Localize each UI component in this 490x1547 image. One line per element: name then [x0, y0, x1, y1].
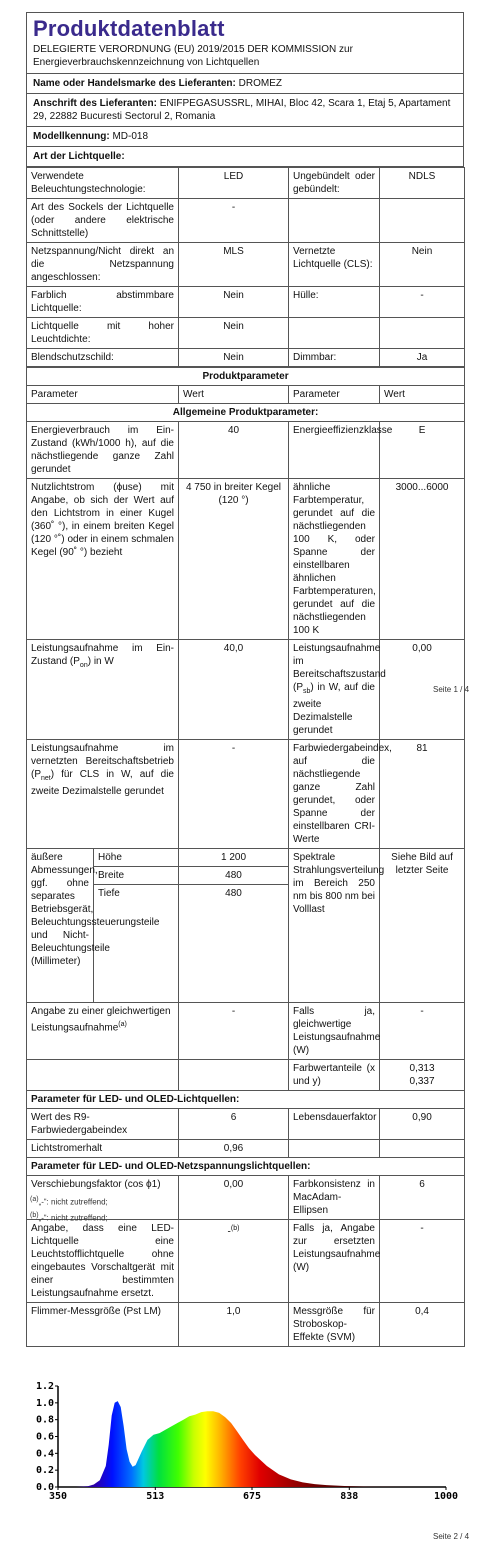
light-source-row [27, 287, 465, 318]
footnote-b: $^{(b)}$„-“: nicht zutreffend; [30, 1212, 108, 1223]
flux-row [27, 479, 465, 640]
light-source-row [27, 318, 465, 349]
general-heading: Allgemeine Produktparameter: [27, 404, 465, 422]
macadam-value: 6 [380, 1176, 465, 1220]
psb-label: Leistungsaufnahme im Bereitschaftszustand $(P_{sb})$ in W, auf die zweite Dezimalstelle gerundet [289, 640, 380, 740]
r9-value: 6 [179, 1109, 289, 1140]
x-tick-label: 1000 [433, 1491, 459, 1502]
light-source-label: Verwendete Beleuchtungstechnologie: [27, 168, 179, 199]
light-source-value: LED [179, 168, 289, 199]
product-data-sheet [26, 12, 464, 1347]
maint-label: Lichtstromerhalt [27, 1140, 179, 1158]
light-source-label: Lichtquelle mit hoher Leuchtdichte: [27, 318, 179, 349]
light-source-table [26, 167, 465, 367]
col-value-2: Wert [380, 386, 465, 404]
r9-label: Wert des R9-Farbwiedergabeindex [27, 1109, 179, 1140]
y-tick-label: 1.0 [35, 1397, 54, 1409]
light-source-value-2: Nein [380, 243, 465, 287]
replace-label: Angabe, dass eine LED-Lichtquelle eine Leuchtstofflichtquelle ohne eingebautes Vorschaltgerät mit einer bestimmten Leistungsaufnahme ersetzt. [27, 1220, 179, 1303]
supplier-address-label: Anschrift des Lieferanten: [33, 98, 157, 109]
flicker-value: 1,0 [179, 1303, 289, 1347]
sheet-header [26, 12, 464, 167]
height-label: Höhe [94, 849, 179, 867]
supplier-address-row [27, 94, 463, 127]
maint-row [27, 1140, 465, 1158]
equiv-value: - [179, 1003, 289, 1060]
model-value: MD-018 [112, 131, 149, 142]
light-source-value: Nein [179, 349, 289, 367]
y-tick-label: 0.6 [35, 1431, 54, 1443]
param-header-row [27, 386, 465, 404]
light-source-value-2: - [380, 287, 465, 318]
power-row [27, 640, 465, 740]
width-value: 480 [179, 867, 289, 885]
equiv-label: Angabe zu einer gleichwertigen Leistungsaufnahme$^{(a)}$ [27, 1003, 179, 1060]
spectrum-y-ticks [36, 1381, 58, 1493]
pon-label: Leistungsaufnahme im Ein-Zustand $(P_{on})$ in W [27, 640, 179, 740]
supplier-name-row [27, 74, 463, 94]
width-label: Breite [94, 867, 179, 885]
light-source-row [27, 349, 465, 367]
y-tick-label: 1.2 [35, 1381, 54, 1392]
replace-row [27, 1220, 465, 1303]
flicker-row [27, 1303, 465, 1347]
depth-label: Tiefe [94, 885, 179, 1003]
energy-value: 40 [179, 422, 289, 479]
efficiency-value: E [380, 422, 465, 479]
light-source-row [27, 168, 465, 199]
dims-label: äußere Abmessungen, ggf. ohne separates Betriebsgerät, Beleuchtungssteuerungsteile und Nicht-Beleuchtungsteile (Millimeter) [27, 849, 94, 1003]
light-source-label: Blendschutzschild: [27, 349, 179, 367]
replacew-value: - [380, 1220, 465, 1303]
light-source-value: MLS [179, 243, 289, 287]
light-source-label-2 [289, 199, 380, 243]
regulation-text: DELEGIERTE VERORDNUNG (EU) 2019/2015 DER KOMMISSION zur Energieverbrauchskennzeichnung von Lichtquellen [33, 44, 353, 68]
light-source-value-2 [380, 318, 465, 349]
flux-value: 4 750 in breiter Kegel (120 °) [179, 479, 289, 640]
light-source-label: Netzspannung/Nicht direkt an die Netzspannung angeschlossen: [27, 243, 179, 287]
macadam-label: Farbkonsistenz in MacAdam-Ellipsen [289, 1176, 380, 1220]
mains-heading: Parameter für LED- und OLED-Netzspannungslichtquellen: [27, 1158, 465, 1176]
light-source-value-2 [380, 199, 465, 243]
light-source-value: Nein [179, 287, 289, 318]
cri-label: Farbwiedergabeindex, auf die nächstliegende ganze Zahl gerundet, oder Spanne der einstellbaren CRI-Werte [289, 740, 380, 849]
model-label: Modellkennung: [33, 131, 110, 142]
supplier-name-label: Name oder Handelsmarke des Lieferanten: [33, 78, 236, 89]
pf-label: Verschiebungsfaktor (cos ϕ1) [27, 1176, 179, 1220]
depth-value: 480 [179, 885, 289, 1003]
spectrum-chart [26, 1380, 471, 1510]
replacew-label: Falls ja, Angabe zur ersetzten Leistungsaufnahme (W) [289, 1220, 380, 1303]
y-tick-label: 0.4 [35, 1448, 54, 1460]
page-number-2: Seite 2 / 4 [433, 1532, 470, 1541]
light-source-label-2: Vernetzte Lichtquelle (CLS): [289, 243, 380, 287]
svm-value: 0,4 [380, 1303, 465, 1347]
light-source-label-2: Dimmbar: [289, 349, 380, 367]
chroma-row [27, 1060, 465, 1091]
spd-label: Spektrale Strahlungsverteilung im Bereich 250 nm bis 800 nm bei Volllast [289, 849, 380, 1003]
y-tick-label: 0.2 [35, 1465, 54, 1477]
led-heading-row [27, 1091, 465, 1109]
efficiency-label: Energieeffizienzklasse [289, 422, 380, 479]
replace-value: -$^{(b)}$ [179, 1220, 289, 1303]
supplier-address-value: ENIFPEGASUSSRL, MIHAI, Bloc 42, Scara 1, Etaj 5, Apartament 29, 22882 Bucuresti Sectorul 2, Romania [33, 98, 451, 122]
product-params-heading-row [27, 368, 465, 386]
light-source-value-2: NDLS [380, 168, 465, 199]
psb-value: 0,00 [380, 640, 465, 740]
mains-heading-row [27, 1158, 465, 1176]
col-param-1: Parameter [27, 386, 179, 404]
sheet-title-block [27, 13, 463, 74]
light-source-value-2: Ja [380, 349, 465, 367]
light-source-value: Nein [179, 318, 289, 349]
pnet-label: Leistungsaufnahme im vernetzten Bereitschaftsbetrieb $(P_{net})$ für CLS in W, auf die zweite Dezimalstelle gerundet [27, 740, 179, 849]
equiv-row [27, 1003, 465, 1060]
x-tick-label: 675 [242, 1491, 262, 1502]
led-heading: Parameter für LED- und OLED-Lichtquellen: [27, 1091, 465, 1109]
energy-row [27, 422, 465, 479]
equivw-label: Falls ja, gleichwertige Leistungsaufnahme (W) [289, 1003, 380, 1060]
chroma-values [380, 1060, 465, 1091]
light-source-label: Farblich abstimmbare Lichtquelle: [27, 287, 179, 318]
footnote-a: $^{(a)}$„-“: nicht zutreffend; [30, 1196, 108, 1207]
cct-value: 3000...6000 [380, 479, 465, 640]
pf-value: 0,00 [179, 1176, 289, 1220]
life-label: Lebensdauerfaktor [289, 1109, 380, 1140]
equivw-value: - [380, 1003, 465, 1060]
chroma-x: 0,313 [409, 1063, 435, 1074]
light-source-label-2 [289, 318, 380, 349]
maint-value: 0,96 [179, 1140, 289, 1158]
product-params-heading: Produktparameter [27, 368, 465, 386]
x-tick-label: 838 [340, 1491, 359, 1502]
cct-label: ähnliche Farbtemperatur, gerundet auf die nächstliegenden 100 K, oder Spanne der einstellbaren ähnlichen Farbtemperaturen, gerundet auf die nächstliegenden 100 K [289, 479, 380, 640]
flicker-label: Flimmer-Messgröße (Pst LM) [27, 1303, 179, 1347]
dims-row-height [27, 849, 465, 867]
model-row [27, 127, 463, 147]
y-tick-label: 0.8 [35, 1414, 54, 1426]
light-source-heading: Art der Lichtquelle: [27, 147, 463, 167]
svm-label: Messgröße für Stroboskop-Effekte (SVM) [289, 1303, 380, 1347]
page-title: Produktdatenblatt [33, 16, 225, 41]
spectrum-area [58, 1401, 446, 1487]
col-value-1: Wert [179, 386, 289, 404]
y-tick-label: 0.0 [35, 1482, 54, 1493]
r9-row [27, 1109, 465, 1140]
pnet-value: - [179, 740, 289, 849]
light-source-label: Art des Sockels der Lichtquelle (oder andere elektrische Schnittstelle) [27, 199, 179, 243]
height-value: 1 200 [179, 849, 289, 867]
col-param-2: Parameter [289, 386, 380, 404]
chroma-label: Farbwertanteile (x und y) [289, 1060, 380, 1091]
x-tick-label: 350 [48, 1491, 68, 1502]
supplier-name-value: DROMEZ [238, 78, 282, 89]
energy-label: Energieverbrauch im Ein-Zustand (kWh/1000 h), auf die nächstliegende ganze Zahl gerundet [27, 422, 179, 479]
pon-value: 40,0 [179, 640, 289, 740]
network-row [27, 740, 465, 849]
life-value: 0,90 [380, 1109, 465, 1140]
spectrum-x-ticks [49, 1487, 458, 1502]
light-source-label-2: Ungebündelt oder gebündelt: [289, 168, 380, 199]
cri-value: 81 [380, 740, 465, 849]
light-source-row [27, 243, 465, 287]
page-number-1: Seite 1 / 4 [433, 685, 470, 694]
light-source-row [27, 199, 465, 243]
flux-label: Nutzlichtstrom (ϕuse) mit Angabe, ob sich der Wert auf den Lichtstrom in einer Kugel (360˚ °), in einem breiten Kegel (120 °˚) oder in einem schmalen Kegel (90˚ °) bezieht [27, 479, 179, 640]
spd-value: Siehe Bild auf letzter Seite [380, 849, 465, 1003]
chroma-y: 0,337 [409, 1076, 435, 1087]
light-source-value: - [179, 199, 289, 243]
general-heading-row [27, 404, 465, 422]
light-source-label-2: Hülle: [289, 287, 380, 318]
x-tick-label: 513 [146, 1491, 165, 1502]
